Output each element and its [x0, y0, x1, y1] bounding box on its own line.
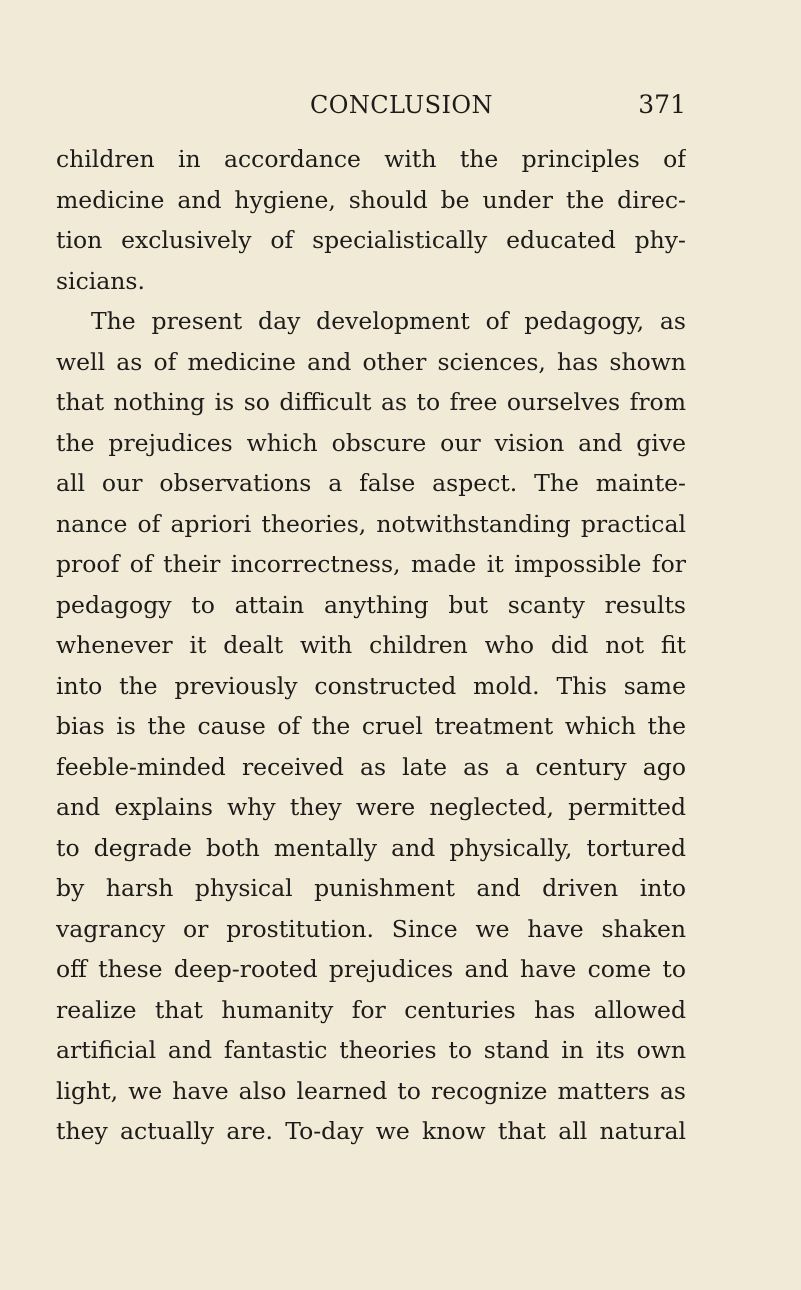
text-line: realize that humanity for centuries has allowed	[56, 995, 686, 1024]
text-line: that nothing is so difficult as to free ourselves from	[56, 388, 686, 416]
text-line: bias is the cause of the cruel treatment which the	[56, 712, 686, 740]
text-line: proof of their incorrectness, made it impossible for	[56, 550, 686, 578]
text-line: well as of medicine and other sciences, has shown	[56, 347, 686, 376]
chapter-title: CONCLUSION	[310, 91, 493, 119]
text-line: feeble-minded received as late as a century ago	[56, 752, 686, 781]
text-line: by harsh physical punishment and driven into	[56, 874, 686, 902]
text-line: the prejudices which obscure our vision and give	[56, 428, 686, 457]
text-line: artificial and fantastic theories to stand in its own	[56, 1036, 686, 1064]
page-number: 371	[638, 90, 686, 119]
text-line: vagrancy or prostitution. Since we have shaken	[56, 914, 686, 943]
text-line: tion exclusively of specialistically educated phy-	[56, 226, 686, 254]
text-line: all our observations a false aspect. The mainte-	[56, 469, 686, 497]
text-line: medicine and hygiene, should be under the direc-	[56, 185, 686, 214]
text-line: children in accordance with the principles of	[56, 145, 686, 173]
text-line: nance of apriori theories, notwithstanding practical	[56, 509, 686, 538]
text-line: The present day development of pedagogy, as	[91, 307, 686, 335]
text-line: they actually are. To-day we know that all natural	[56, 1117, 686, 1145]
text-line: whenever it dealt with children who did not fit	[56, 631, 686, 659]
text-line: off these deep-rooted prejudices and have come to	[56, 955, 686, 983]
text-line: light, we have also learned to recognize matters as	[56, 1076, 686, 1105]
body-text	[56, 139, 686, 1152]
text-line: sicians.	[56, 266, 145, 295]
text-line: and explains why they were neglected, permitted	[56, 793, 686, 821]
running-head	[56, 88, 686, 122]
text-line: into the previously constructed mold. This same	[56, 671, 686, 700]
text-line: to degrade both mentally and physically, tortured	[56, 833, 686, 862]
text-line: pedagogy to attain anything but scanty results	[56, 590, 686, 619]
